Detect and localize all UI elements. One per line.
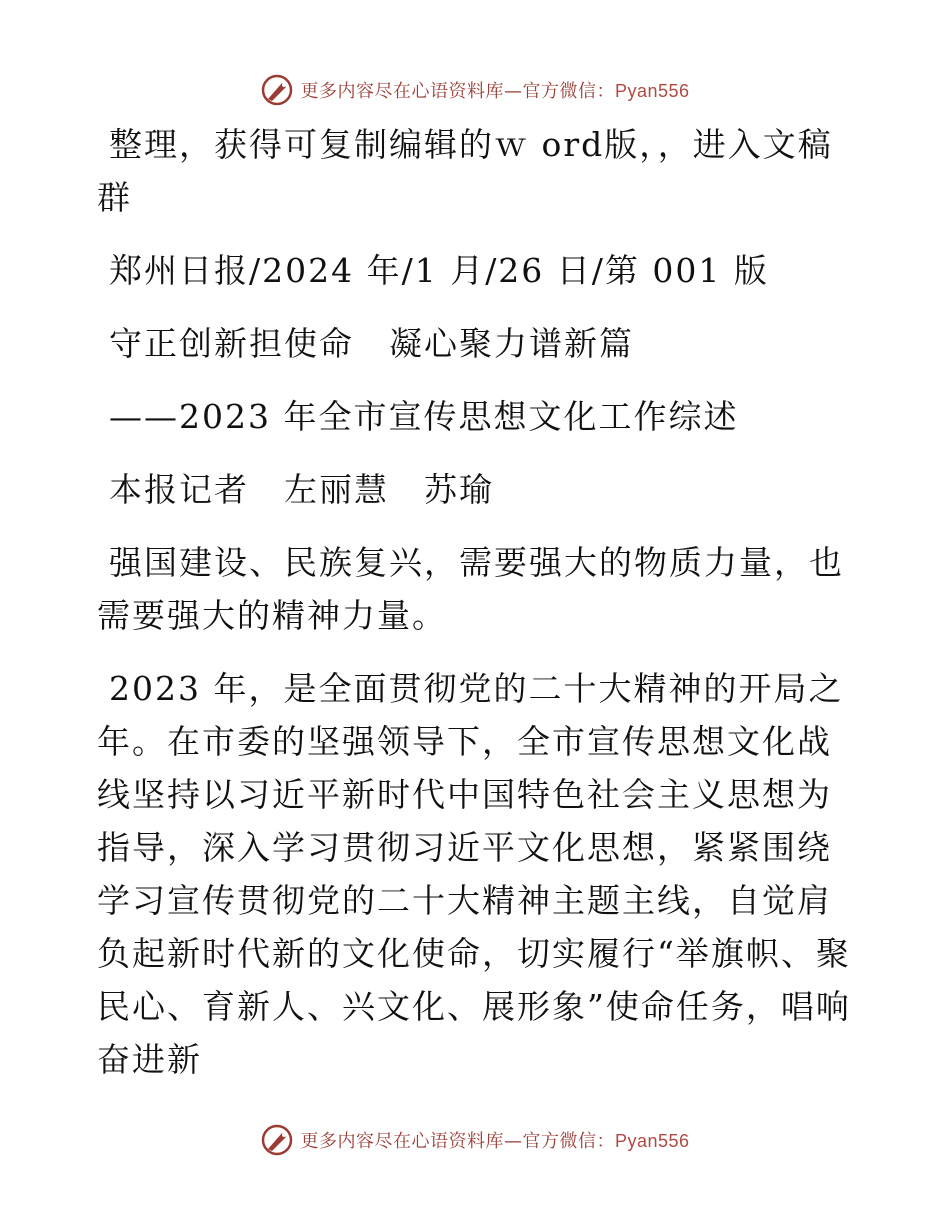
pen-nib-logo-icon bbox=[260, 1123, 294, 1157]
watermark-text bbox=[300, 77, 689, 103]
watermark-dash: — bbox=[503, 1131, 523, 1152]
article-subtitle: ——2023 年全市宣传思想文化工作综述 bbox=[109, 397, 739, 436]
watermark-contact-id: Pyan556 bbox=[614, 1131, 690, 1151]
source-line: 郑州日报/2024 年/1 月/26 日/第 001 版 bbox=[109, 251, 769, 290]
watermark-contact-prefix: 官方微信： bbox=[522, 81, 615, 102]
body-paragraph-1: 强国建设、民族复兴，需要强大的物质力量，也需要强大的精神力量。 bbox=[97, 543, 844, 635]
article-title: 守正创新担使命 凝心聚力谱新篇 bbox=[109, 324, 634, 363]
watermark-contact-prefix: 官方微信： bbox=[522, 1131, 615, 1152]
watermark-dash: — bbox=[503, 81, 523, 102]
byline: 本报记者 左丽慧 苏瑜 bbox=[109, 470, 494, 509]
intro-line: 整理，获得可复制编辑的ｗ ord版，，进入文稿群 bbox=[97, 125, 833, 217]
watermark-site-text: 更多内容尽在心语资料库 bbox=[300, 1131, 504, 1152]
watermark-contact-id: Pyan556 bbox=[614, 81, 690, 101]
pen-nib-logo-icon bbox=[260, 73, 294, 107]
document-body bbox=[97, 118, 857, 1086]
body-paragraph-2: 2023 年，是全面贯彻党的二十大精神的开局之年。在市委的坚强领导下，全市宣传思想文化战线坚持以习近平新时代中国特色社会主义思想为指导，深入学习贯彻习近平文化思想，紧紧围绕学习宣传贯彻党的二十大精神主题主线，自觉肩负起新时代新的文化使命，切实履行“举旗帜、聚民心、育新人、兴文化、展形象”使命任务，唱响奋进新 bbox=[97, 669, 851, 1079]
footer-watermark bbox=[0, 1120, 950, 1160]
header-watermark bbox=[0, 70, 950, 110]
watermark-site-text: 更多内容尽在心语资料库 bbox=[300, 81, 504, 102]
watermark-text bbox=[300, 1127, 689, 1153]
